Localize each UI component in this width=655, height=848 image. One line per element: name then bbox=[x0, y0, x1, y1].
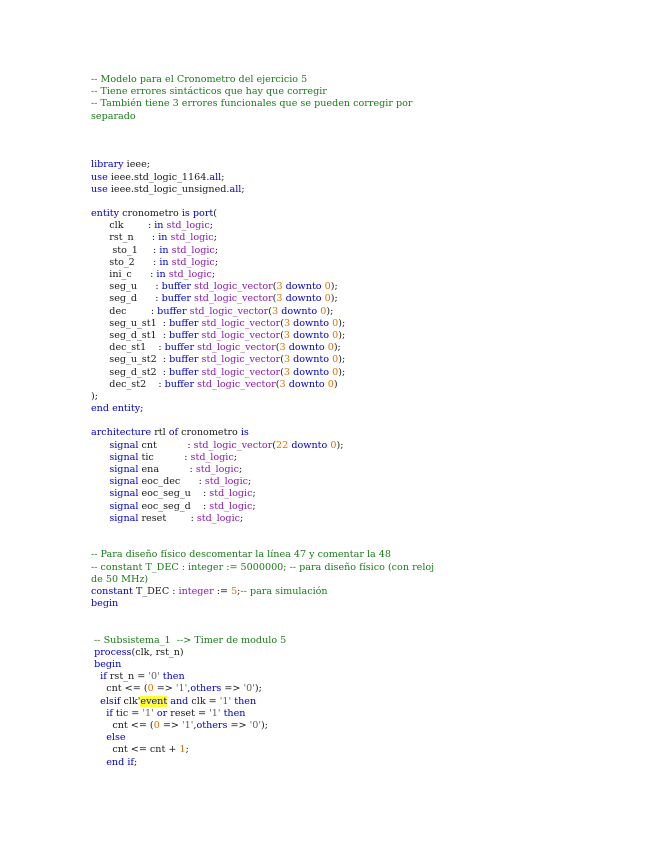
code-token-kw: then bbox=[162, 671, 185, 683]
code-line bbox=[91, 135, 434, 147]
code-token-num: 3 bbox=[279, 342, 286, 354]
code-line bbox=[91, 232, 434, 244]
code-token-text: eoc_seg_d : bbox=[138, 500, 210, 512]
code-token-type: std_logic bbox=[190, 451, 234, 463]
code-token-str: '0' bbox=[148, 671, 160, 683]
code-token-text: ( bbox=[272, 293, 277, 305]
code-token-kw: downto bbox=[293, 329, 330, 341]
code-token-kw: buffer bbox=[164, 378, 195, 390]
code-token-num: 0 bbox=[153, 719, 160, 731]
code-token-kw: signal bbox=[109, 439, 139, 451]
code-token-text: cronometro bbox=[178, 427, 241, 439]
code-token-comment: de 50 MHz) bbox=[91, 573, 149, 585]
code-token-type: std_logic_vector bbox=[193, 439, 273, 451]
code-token-text bbox=[91, 732, 106, 743]
code-token-kw: process bbox=[94, 646, 132, 658]
code-token-text: cnt <= ( bbox=[91, 719, 154, 731]
code-token-text: clk' bbox=[120, 695, 141, 707]
code-token-text: seg_d : bbox=[91, 293, 162, 305]
code-token-num: 0 bbox=[320, 305, 327, 317]
code-token-kw: entity bbox=[112, 403, 141, 415]
code-token-text: ( bbox=[280, 354, 284, 366]
code-line bbox=[91, 635, 434, 647]
code-token-kw: signal bbox=[109, 476, 139, 488]
code-token-text: sto_1 : bbox=[91, 244, 160, 256]
code-token-comment: -- Para diseño físico descomentar la línea 47 y comentar la 48 bbox=[91, 549, 391, 561]
code-token-num: 3 bbox=[272, 305, 279, 317]
code-token-num: 0 bbox=[332, 329, 339, 341]
code-token-text: ) bbox=[333, 378, 338, 390]
code-token-text: ( bbox=[275, 378, 280, 390]
code-token-kw: in bbox=[154, 220, 164, 232]
code-token-num: 3 bbox=[283, 329, 291, 341]
code-line bbox=[91, 123, 434, 135]
code-token-kw: others bbox=[196, 719, 228, 731]
code-token-num: 0 bbox=[332, 317, 339, 329]
code-token-kw: in bbox=[158, 232, 168, 244]
code-token-kw: in bbox=[159, 244, 169, 256]
code-token-kw: buffer bbox=[169, 366, 199, 378]
code-token-text bbox=[91, 696, 100, 707]
code-token-text: tic = bbox=[112, 707, 143, 719]
code-token-text: seg_u : bbox=[91, 281, 162, 293]
code-line bbox=[91, 86, 434, 98]
code-token-text: cronometro bbox=[119, 208, 182, 220]
code-token-kw: begin bbox=[94, 659, 122, 670]
code-token-type: std_logic bbox=[171, 244, 215, 256]
code-line bbox=[91, 98, 434, 110]
code-token-kw: buffer bbox=[164, 342, 195, 354]
code-token-text: ; bbox=[185, 744, 189, 756]
code-token-text: clk = bbox=[188, 695, 220, 707]
code-line bbox=[91, 220, 434, 232]
code-line bbox=[91, 440, 434, 452]
code-token-text: reset : bbox=[138, 512, 197, 524]
code-token-kw: if bbox=[127, 756, 134, 768]
code-token-kw: of bbox=[168, 427, 179, 439]
code-token-text: rtl bbox=[151, 427, 169, 439]
code-token-text: ; bbox=[240, 512, 244, 524]
code-token-str: '1' bbox=[219, 695, 232, 707]
code-token-text: eoc_dec : bbox=[138, 476, 205, 488]
code-token-kw: downto bbox=[293, 354, 330, 366]
code-token-kw: is bbox=[181, 208, 190, 220]
code-line bbox=[91, 562, 434, 574]
code-token-kw: downto bbox=[285, 281, 322, 293]
code-line bbox=[91, 74, 434, 86]
code-token-kw: or bbox=[156, 707, 168, 719]
code-token-kw: all bbox=[209, 171, 222, 183]
code-line bbox=[91, 293, 434, 305]
code-line bbox=[91, 379, 434, 391]
code-line bbox=[91, 647, 434, 659]
code-token-text: ); bbox=[338, 354, 346, 366]
code-token-text: ; bbox=[211, 269, 216, 280]
code-token-text: ); bbox=[333, 342, 341, 354]
code-token-text: ); bbox=[330, 281, 338, 293]
code-line bbox=[91, 488, 434, 500]
code-token-text bbox=[91, 488, 109, 499]
code-token-num: 3 bbox=[283, 317, 291, 329]
code-line bbox=[91, 184, 434, 196]
code-token-comment: -- Subsistema_1 --> Timer de modulo 5 bbox=[91, 634, 287, 646]
code-token-text bbox=[91, 671, 100, 682]
code-line bbox=[91, 208, 434, 220]
code-token-text: dec_st2 : bbox=[91, 378, 165, 390]
code-token-kw: then bbox=[223, 707, 246, 719]
code-token-kw: signal bbox=[109, 500, 139, 512]
code-token-num: 0 bbox=[324, 281, 331, 293]
code-token-num: 0 bbox=[324, 293, 331, 305]
code-token-kw: buffer bbox=[157, 305, 187, 317]
code-token-text: cnt <= cnt + bbox=[91, 744, 180, 756]
code-line bbox=[91, 269, 434, 281]
code-line bbox=[91, 708, 434, 720]
code-token-num: 1 bbox=[179, 744, 186, 756]
code-token-num: 0 bbox=[147, 683, 154, 695]
code-token-kw: buffer bbox=[169, 329, 199, 341]
code-token-type: std_logic_vector bbox=[201, 329, 281, 341]
code-token-comment: -- Tiene errores sintácticos que hay que corregir bbox=[91, 86, 327, 98]
code-token-text: ; bbox=[252, 488, 256, 500]
code-token-kw: all bbox=[229, 183, 242, 195]
code-line bbox=[91, 537, 434, 549]
code-line bbox=[91, 318, 434, 330]
code-token-kw: signal bbox=[109, 451, 139, 463]
code-token-text: ; bbox=[238, 464, 243, 475]
code-token-kw: if bbox=[106, 707, 113, 719]
code-token-comment: -- Modelo para el Cronometro del ejercicio 5 bbox=[91, 74, 308, 85]
code-token-text: ; bbox=[133, 756, 138, 768]
code-token-text: ena : bbox=[138, 464, 196, 475]
code-token-text: ( bbox=[280, 317, 284, 329]
code-token-text: , bbox=[193, 719, 197, 731]
code-line bbox=[91, 245, 434, 257]
code-token-text: tic : bbox=[138, 451, 191, 463]
code-token-type: std_logic_vector bbox=[201, 366, 281, 378]
code-token-kw: signal bbox=[109, 512, 139, 524]
code-token-str: '1' bbox=[209, 707, 221, 719]
code-line bbox=[91, 196, 434, 208]
code-token-kw: constant bbox=[91, 585, 133, 597]
code-line bbox=[91, 610, 434, 622]
code-line bbox=[91, 391, 434, 403]
code-line bbox=[91, 757, 434, 769]
code-token-kw: elsif bbox=[100, 695, 121, 707]
code-token-type: std_logic_vector bbox=[197, 378, 276, 390]
code-token-kw: downto bbox=[288, 378, 325, 390]
code-token-kw: architecture bbox=[91, 427, 152, 439]
code-token-type: std_logic bbox=[195, 464, 239, 475]
code-token-text: cnt <= ( bbox=[91, 683, 148, 695]
code-token-text: ( bbox=[268, 305, 273, 317]
code-token-kw: downto bbox=[291, 439, 328, 451]
code-token-type: std_logic_vector bbox=[201, 354, 281, 366]
code-token-text bbox=[91, 513, 109, 524]
code-token-text: ( bbox=[213, 208, 218, 220]
code-token-text: rst_n = bbox=[106, 671, 149, 683]
code-token-text: ; bbox=[214, 244, 219, 256]
code-token-comment: -- para simulación bbox=[240, 585, 328, 597]
code-token-text: ; bbox=[214, 256, 219, 268]
code-token-type: std_logic_vector bbox=[189, 305, 269, 317]
code-token-text bbox=[91, 757, 106, 768]
code-token-text: dec : bbox=[91, 305, 158, 317]
code-token-num: 3 bbox=[276, 293, 283, 305]
code-token-text: ; bbox=[237, 585, 241, 597]
code-token-kw: begin bbox=[91, 598, 119, 610]
code-token-num: 0 bbox=[330, 439, 337, 451]
code-token-type: std_logic_vector bbox=[201, 317, 281, 329]
code-token-text: , bbox=[187, 683, 191, 695]
code-token-text: seg_d_st1 : bbox=[91, 329, 170, 341]
code-token-type: std_logic bbox=[209, 500, 253, 512]
code-token-str: '0' bbox=[249, 719, 262, 731]
code-line bbox=[91, 586, 434, 598]
code-token-kw: use bbox=[91, 183, 108, 195]
code-token-text: dec_st1 : bbox=[91, 342, 165, 354]
code-token-text: ; bbox=[252, 500, 256, 512]
code-token-text: rst_n : bbox=[91, 232, 159, 244]
code-token-kw: library bbox=[91, 159, 124, 171]
code-token-str: '0' bbox=[243, 683, 255, 695]
code-token-kw: port bbox=[192, 208, 214, 220]
code-token-text: ); bbox=[330, 293, 338, 305]
code-token-comment: -- constant T_DEC : integer := 5000000; -- para diseño físico (con reloj bbox=[91, 561, 435, 573]
code-token-kw: else bbox=[106, 732, 126, 744]
code-token-text: ini_c : bbox=[91, 269, 157, 280]
code-token-num: 3 bbox=[276, 281, 283, 293]
code-token-type: std_logic bbox=[170, 232, 214, 244]
code-token-kw: in bbox=[159, 256, 169, 268]
code-token-num: 3 bbox=[283, 354, 291, 366]
code-token-text: ); bbox=[91, 390, 98, 402]
code-token-comment: -- También tiene 3 errores funcionales que se pueden corregir por bbox=[91, 98, 413, 110]
code-token-text: ); bbox=[326, 305, 334, 317]
code-token-str: '1' bbox=[175, 683, 188, 695]
code-token-comment: separado bbox=[91, 110, 136, 122]
code-token-text: sto_2 : bbox=[91, 256, 160, 268]
code-line bbox=[91, 513, 434, 525]
code-line bbox=[91, 257, 434, 269]
code-token-kw: is bbox=[240, 427, 249, 439]
code-token-kw: downto bbox=[281, 305, 318, 317]
code-line bbox=[91, 427, 434, 439]
code-token-text: ; bbox=[221, 171, 225, 183]
code-token-text: => bbox=[221, 683, 244, 695]
code-line bbox=[91, 501, 434, 513]
code-token-text: ieee.std_logic_unsigned. bbox=[107, 183, 230, 195]
code-line bbox=[91, 159, 434, 171]
code-line bbox=[91, 683, 434, 695]
code-line bbox=[91, 598, 434, 610]
code-line bbox=[91, 744, 434, 756]
code-line bbox=[91, 330, 434, 342]
code-token-type: std_logic bbox=[196, 512, 241, 524]
code-line bbox=[91, 415, 434, 427]
code-token-kw: in bbox=[156, 269, 166, 280]
code-token-type: std_logic_vector bbox=[194, 293, 273, 305]
code-line bbox=[91, 549, 434, 561]
code-token-text: eoc_seg_u : bbox=[138, 488, 210, 500]
code-token-str: '1' bbox=[181, 719, 194, 731]
code-line bbox=[91, 622, 434, 634]
code-line bbox=[91, 111, 434, 123]
code-token-str: '1' bbox=[142, 707, 154, 719]
code-token-text: seg_u_st1 : bbox=[91, 317, 170, 329]
code-token-num: 0 bbox=[332, 354, 339, 366]
code-token-kw: end bbox=[91, 403, 109, 415]
code-token-kw: downto bbox=[285, 293, 322, 305]
code-line bbox=[91, 306, 434, 318]
code-token-text: ieee; bbox=[123, 159, 150, 171]
code-token-num: 3 bbox=[279, 378, 286, 390]
code-token-text: T_DEC : bbox=[132, 585, 179, 597]
code-token-text: ); bbox=[338, 317, 346, 329]
code-token-kw: buffer bbox=[169, 317, 199, 329]
code-token-text: ); bbox=[254, 683, 262, 695]
code-token-kw: and bbox=[170, 695, 189, 707]
code-line bbox=[91, 403, 434, 415]
code-token-kw: buffer bbox=[169, 354, 199, 366]
code-token-text: seg_u_st2 : bbox=[91, 354, 170, 366]
code-token-type: std_logic bbox=[204, 476, 249, 488]
code-line bbox=[91, 147, 434, 159]
code-token-text: ; bbox=[209, 220, 213, 232]
code-token-kw: buffer bbox=[161, 293, 191, 305]
code-token-num: 22 bbox=[276, 439, 289, 451]
code-token-text: ( bbox=[272, 439, 277, 451]
code-token-text bbox=[91, 440, 109, 451]
code-token-text: => bbox=[227, 719, 250, 731]
code-token-kw: downto bbox=[293, 317, 330, 329]
code-token-kw: signal bbox=[109, 464, 139, 475]
code-token-num: 0 bbox=[327, 378, 334, 390]
code-token-kw: buffer bbox=[161, 281, 192, 293]
code-token-type: std_logic bbox=[168, 269, 212, 280]
code-token-text: ); bbox=[338, 366, 346, 378]
code-token-type: std_logic bbox=[209, 488, 253, 500]
code-line bbox=[91, 281, 434, 293]
code-token-text: ( bbox=[272, 281, 277, 293]
code-token-kw: end bbox=[106, 756, 125, 768]
code-line bbox=[91, 464, 434, 476]
code-token-kw: use bbox=[91, 171, 108, 183]
code-token-kw: signal bbox=[109, 488, 139, 500]
code-token-kw: entity bbox=[91, 208, 120, 220]
code-token-text: ( bbox=[275, 342, 280, 354]
code-token-text bbox=[91, 476, 109, 487]
code-token-num: 0 bbox=[327, 342, 334, 354]
code-token-text bbox=[91, 708, 106, 719]
code-line bbox=[91, 172, 434, 184]
code-line bbox=[91, 452, 434, 464]
code-token-text: ; bbox=[213, 232, 217, 244]
code-line bbox=[91, 671, 434, 683]
code-line bbox=[91, 367, 434, 379]
code-token-hl: event bbox=[140, 695, 168, 707]
code-token-text: ); bbox=[338, 329, 346, 341]
code-token-text: => bbox=[159, 719, 182, 731]
code-line bbox=[91, 525, 434, 537]
code-token-text: ; bbox=[241, 183, 245, 195]
code-line bbox=[91, 696, 434, 708]
code-token-text: cnt : bbox=[138, 439, 194, 451]
code-token-text bbox=[91, 464, 109, 475]
code-line bbox=[91, 354, 434, 366]
code-token-kw: downto bbox=[288, 342, 325, 354]
code-line bbox=[91, 342, 434, 354]
code-token-text bbox=[91, 452, 109, 463]
code-line bbox=[91, 659, 434, 671]
vhdl-code-block bbox=[91, 74, 434, 769]
code-token-kw: if bbox=[100, 671, 107, 683]
code-token-text: clk : bbox=[91, 220, 155, 232]
code-token-text bbox=[91, 501, 109, 512]
code-line bbox=[91, 720, 434, 732]
code-line bbox=[91, 476, 434, 488]
code-token-kw: others bbox=[190, 683, 222, 695]
code-token-text: reset = bbox=[167, 707, 210, 719]
code-token-num: 5 bbox=[231, 585, 238, 597]
code-token-kw: then bbox=[234, 695, 257, 707]
code-token-text: ieee.std_logic_1164. bbox=[107, 171, 210, 183]
code-token-type: std_logic bbox=[166, 220, 210, 232]
code-token-text: ( bbox=[280, 329, 284, 341]
code-token-num: 0 bbox=[332, 366, 339, 378]
code-token-text: ( bbox=[280, 366, 284, 378]
code-token-type: std_logic_vector bbox=[197, 342, 276, 354]
code-token-text: ; bbox=[233, 451, 237, 463]
code-token-type: std_logic bbox=[171, 256, 215, 268]
code-token-num: 3 bbox=[283, 366, 291, 378]
code-token-kw: downto bbox=[293, 366, 330, 378]
code-token-text: := bbox=[213, 585, 232, 597]
code-token-text: ; bbox=[248, 476, 252, 488]
code-token-text: ); bbox=[261, 719, 268, 731]
code-token-type: integer bbox=[178, 585, 214, 597]
code-token-text: => bbox=[153, 683, 176, 695]
code-line bbox=[91, 732, 434, 744]
code-token-type: std_logic_vector bbox=[194, 281, 273, 293]
code-token-text: seg_d_st2 : bbox=[91, 366, 170, 378]
code-line bbox=[91, 574, 434, 586]
code-token-text: (clk, rst_n) bbox=[131, 646, 184, 658]
code-token-text: ; bbox=[140, 403, 144, 415]
code-token-text: ); bbox=[336, 439, 344, 451]
